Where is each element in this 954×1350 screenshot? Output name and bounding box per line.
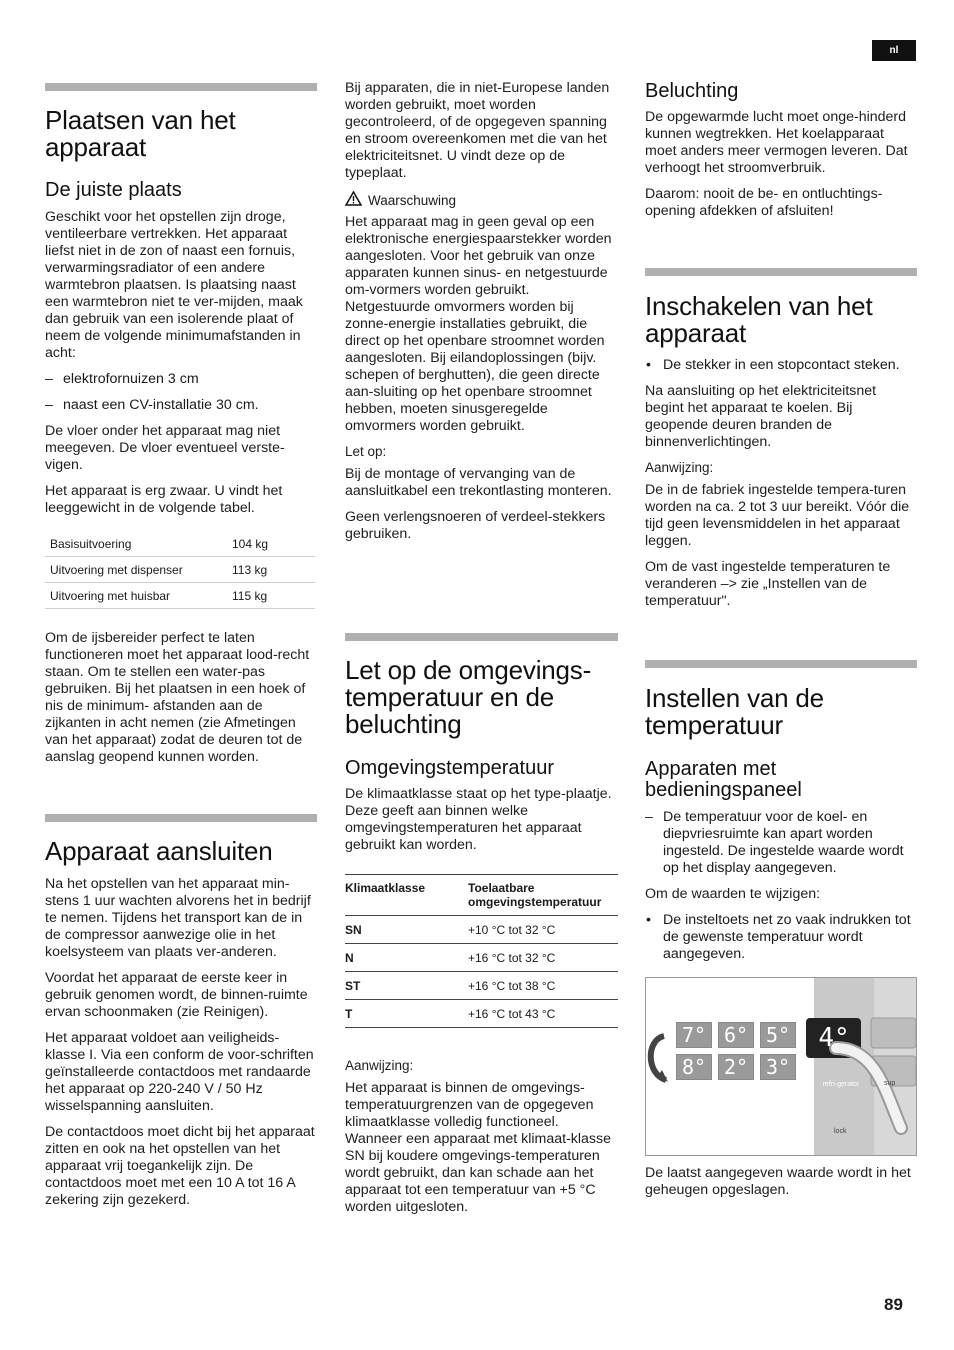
- weight-value: 104 kg: [227, 531, 315, 557]
- weight-table: [45, 531, 315, 609]
- section-title-temperature: Instellen van de temperatuur: [645, 683, 824, 740]
- climate-class-table: [345, 874, 618, 1028]
- paragraph: Bij apparaten, die in niet-Europese landen worden gebruikt, moet worden gecontroleerd, of de opgegeven spanning en stroom overeenkomen met die van het elektriciteitsnet. U vindt deze op de typeplaat.: [345, 80, 610, 181]
- section-rule: [345, 633, 618, 641]
- weight-value: 113 kg: [227, 557, 315, 583]
- paragraph: Om de waarden te wijzigen:: [645, 886, 821, 902]
- section-title-connect: Apparaat aansluiten: [45, 836, 273, 866]
- paragraph: Na aansluiting op het elektriciteitsnet begint het apparaat te koelen. Bij geopende deuren branden de binnenverlichtingen.: [645, 383, 877, 450]
- weight-variant: Uitvoering met huisbar: [45, 583, 227, 609]
- paragraph: De in de fabriek ingestelde tempera-turen worden na ca. 2 tot 3 uur bereikt. Vóór die tijd geen levensmiddelen in het apparaat leggen.: [645, 482, 910, 549]
- refrigerator-label: refri-gerator: [822, 1081, 860, 1088]
- climate-class: N: [345, 944, 468, 972]
- table-row: [45, 531, 315, 557]
- temperature-range: +16 °C tot 38 °C: [468, 972, 618, 1000]
- section-rule: [45, 83, 317, 91]
- temperature-option: 2°: [718, 1054, 754, 1080]
- table-header: Klimaatklasse: [345, 875, 468, 916]
- subtitle-control-panel: Apparaten met bedieningspaneel: [645, 758, 802, 801]
- section-rule: [645, 660, 917, 668]
- weight-variant: Uitvoering met dispenser: [45, 557, 227, 583]
- list-item: – De temperatuur voor de koel- en diepvriesruimte kan apart worden ingesteld. De ingestelde waarde wordt op het display aangegeven.: [645, 809, 917, 877]
- temperature-display: 4°: [818, 1023, 850, 1053]
- warning-label: Waarschuwing: [368, 192, 457, 208]
- list-item: – naast een CV-installatie 30 cm.: [45, 397, 317, 414]
- display-top-row: [676, 1022, 796, 1048]
- table-row: [45, 557, 315, 583]
- climate-class: T: [345, 1000, 468, 1028]
- paragraph: Geen verlengsnoeren of verdeel-stekkers gebruiken.: [345, 509, 606, 542]
- paragraph: Voordat het apparaat de eerste keer in gebruik genomen wordt, de binnen-ruimte ervan schoonmaken (zie Reinigen).: [45, 970, 308, 1020]
- section-title-placement: Plaatsen van het apparaat: [45, 105, 236, 162]
- warning-triangle-icon: [345, 191, 362, 209]
- paragraph: De laatst aangegeven waarde wordt in het geheugen opgeslagen.: [645, 1165, 911, 1198]
- table-row: [45, 583, 315, 609]
- letop-label: Let op:: [345, 444, 387, 459]
- temperature-option: 7°: [676, 1022, 712, 1048]
- paragraph: Het apparaat is erg zwaar. U vindt het leeggewicht in de volgende tabel.: [45, 483, 283, 516]
- paragraph: Het apparaat is binnen de omgevings-temperatuurgrenzen van de opgegeven klimaatklasse volledig functioneel. Wanneer een apparaat met klimaat-klasse SN bij koudere omgevings-temperaturen wordt gebruikt, dan kan schade aan het apparaat tot een temperatuur van +5 °C worden uitgesloten.: [345, 1080, 612, 1215]
- section-rule: [645, 268, 917, 276]
- table-header: Toelaatbare omgevingstemperatuur: [468, 875, 618, 916]
- subtitle-right-place: De juiste plaats: [45, 179, 182, 201]
- weight-value: 115 kg: [227, 583, 315, 609]
- paragraph: Geschikt voor het opstellen zijn droge, ventileerbare vertrekken. Het apparaat liefst niet in de zon of naast een fornuis, verwarmingsradiator of een andere warmtebron plaatsen. Is plaatsing naast een warmtebron niet te ver-mijden, maak dan gebruik van een isolerende plaat of neem de volgende minimumafstanden in acht:: [45, 209, 303, 361]
- language-badge: nl: [872, 40, 916, 61]
- paragraph: Daarom: nooit de be- en ontluchtings-opening afdekken of afsluiten!: [645, 186, 883, 219]
- table-row: [345, 1000, 618, 1028]
- section-rule: [45, 814, 317, 822]
- page-number: 89: [884, 1295, 903, 1314]
- paragraph: Om de ijsbereider perfect te laten functioneren moet het apparaat lood-recht staan. Om te stellen een water-pas gebruiken. Bij het plaatsen in een hoek of nis de minimum- afstanden aan de zijkanten in acht nemen (zie Afmetingen van het apparaat) zodat de deuren tot de aanslag geopend kunnen worden.: [45, 630, 310, 765]
- note-label: Aanwijzing:: [345, 1058, 414, 1073]
- section-title-switch-on: Inschakelen van het apparaat: [645, 291, 873, 348]
- list-item: • De stekker in een stopcontact steken.: [645, 357, 917, 374]
- subtitle-ventilation: Beluchting: [645, 80, 739, 102]
- paragraph: De opgewarmde lucht moet onge-hinderd kunnen wegtrekken. Het koelapparaat moet anders meer vermogen leveren. Dat verhoogt het stroomverbruik.: [645, 109, 908, 176]
- table-row: [345, 972, 618, 1000]
- paragraph: De klimaatklasse staat op het type-plaatje. Deze geeft aan binnen welke omgevingstemperaturen het apparaat gebruikt kan worden.: [345, 786, 612, 853]
- subtitle-ambient-temperature: Omgevingstemperatuur: [345, 757, 554, 779]
- climate-class: SN: [345, 916, 468, 944]
- paragraph: Bij de montage of vervanging van de aansluitkabel een trekontlasting monteren.: [345, 466, 612, 499]
- control-panel-figure: [645, 977, 917, 1156]
- section-title-ambient: Let op de omgevings-temperatuur en de beluchting: [345, 655, 592, 739]
- paragraph: Het apparaat voldoet aan veiligheids-klasse I. Via een conform de voor-schriften geïnstalleerde contactdoos met randaarde het apparaat op 220-240 V / 50 Hz wisselspanning aansluiten.: [45, 1030, 314, 1114]
- table-row: [345, 916, 618, 944]
- paragraph: De contactdoos moet dicht bij het apparaat zitten en ook na het opstellen van het apparaat vrij toegankelijk zijn. De contactdoos moet met een 10 A tot 16 A zekering zijn gezekerd.: [45, 1124, 315, 1208]
- climate-class: ST: [345, 972, 468, 1000]
- paragraph: De vloer onder het apparaat mag niet meegeven. De vloer eventueel verste-vigen.: [45, 423, 285, 473]
- display-bottom-row: [676, 1054, 796, 1080]
- super-label: sup: [884, 1080, 896, 1087]
- temperature-range: +16 °C tot 43 °C: [468, 1000, 618, 1028]
- note-label: Aanwijzing:: [645, 460, 714, 475]
- temperature-option: 5°: [760, 1022, 796, 1048]
- lock-label: lock: [834, 1128, 847, 1135]
- paragraph: Het apparaat mag in geen geval op een elektronische energiespaarstekker worden aangesloten. Voor het gebruik van onze apparaten kunnen sinus- en netgestuurde om-vormers worden gebruikt. Netgestuurde omvormers worden bij zonne-energie installaties gebruikt, die direct op het openbare stroomnet worden aangesloten. Bij eilandoplossingen (bijv. schepen of berghutten), die geen directe aan-sluiting op het openbare stroomnet hebben, moeten sinusgeregelde omvormers worden gebruikt.: [345, 214, 612, 434]
- temperature-range: +16 °C tot 32 °C: [468, 944, 618, 972]
- list-item: • De insteltoets net zo vaak indrukken tot de gewenste temperatuur wordt aangegeven.: [645, 912, 917, 963]
- temperature-option: 6°: [718, 1022, 754, 1048]
- temperature-option: 8°: [676, 1054, 712, 1080]
- warning-heading: [345, 191, 618, 209]
- temperature-option: 3°: [760, 1054, 796, 1080]
- list-item: – elektrofornuizen 3 cm: [45, 371, 317, 388]
- paragraph: Om de vast ingestelde temperaturen te veranderen –> zie „Instellen van de temperatuur".: [645, 559, 891, 609]
- table-row: [345, 944, 618, 972]
- paragraph: Na het opstellen van het apparaat min-stens 1 uur wachten alvorens het in bedrijf te nemen. Tijdens het transport kan de in de compressor aanwezige olie in het koelsysteem van plaats ver-anderen.: [45, 876, 311, 960]
- weight-variant: Basisuitvoering: [45, 531, 227, 557]
- temperature-range: +10 °C tot 32 °C: [468, 916, 618, 944]
